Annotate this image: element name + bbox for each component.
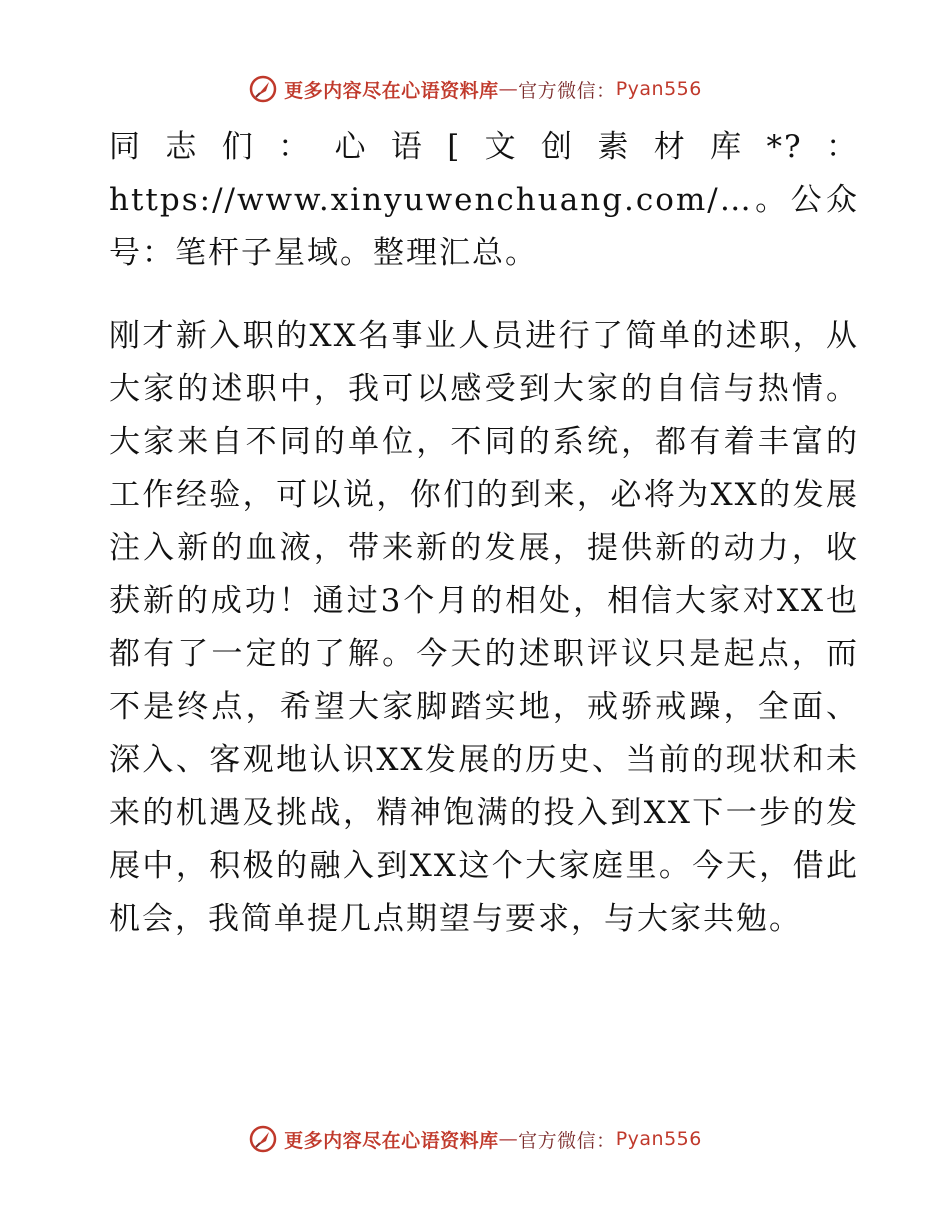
quill-logo-icon [248, 1124, 278, 1154]
watermark-account-id: Pyan556 [615, 1128, 702, 1150]
watermark-separator: — [498, 78, 519, 100]
quill-logo-icon [248, 74, 278, 104]
intro-paragraph: 同志们：心语[文创素材库*?：https://www.xinyuwenchuang.com/…。公众号：笔杆子星域。整理汇总。 [109, 129, 859, 271]
watermark-account-label: 官方微信： [518, 79, 616, 102]
footer-watermark [0, 1124, 950, 1154]
watermark-brand-text: 更多内容尽在心语资料库 [284, 1129, 499, 1152]
header-watermark [0, 74, 950, 104]
watermark-account-id: Pyan556 [615, 78, 702, 100]
body-paragraph: 刚才新入职的XX名事业人员进行了简单的述职，从大家的述职中，我可以感受到大家的自信与热情。大家来自不同的单位，不同的系统，都有着丰富的工作经验，可以说，你们的到来，必将为XX的发展注入新的血液，带来新的发展，提供新的动力，收获新的成功！通过3个月的相处，相信大家对XX也都有了一定的了解。今天的述职评议只是起点，而不是终点，希望大家脚踏实地，戒骄戒躁，全面、深入、客观地认识XX发展的历史、当前的现状和未来的机遇及挑战，精神饱满的投入到XX下一步的发展中，积极的融入到XX这个大家庭里。今天，借此机会，我简单提几点期望与要求，与大家共勉。 [109, 318, 859, 937]
watermark-brand-text: 更多内容尽在心语资料库 [284, 79, 499, 102]
watermark-account-label: 官方微信： [518, 1129, 616, 1152]
watermark-separator: — [498, 1128, 519, 1150]
